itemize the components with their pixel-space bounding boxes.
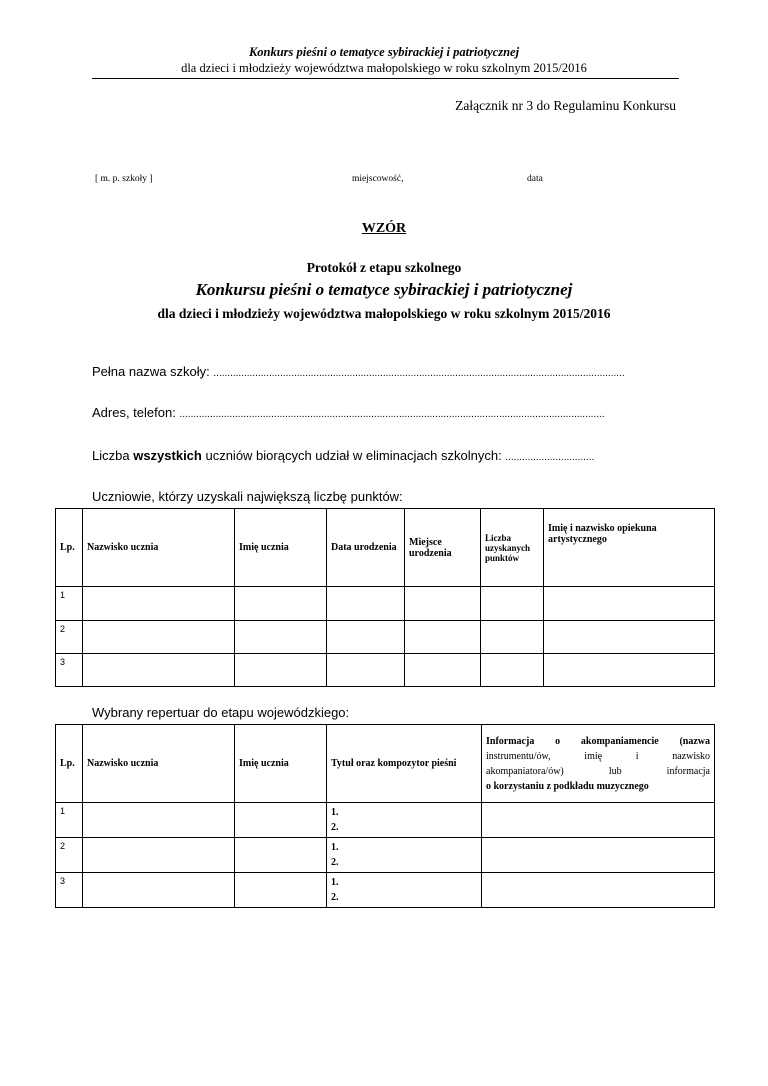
song-item-1: 1. bbox=[331, 842, 339, 853]
col-song-title: Tytuł oraz kompozytor pieśni bbox=[327, 725, 482, 803]
col-teacher: Imię i nazwisko opiekuna artystycznego bbox=[544, 509, 715, 587]
top-students-table bbox=[55, 508, 715, 687]
cell-birth-place[interactable] bbox=[405, 654, 481, 687]
address-field[interactable] bbox=[92, 405, 605, 420]
cell-name[interactable] bbox=[235, 654, 327, 687]
school-name-field[interactable] bbox=[92, 364, 625, 379]
address-dots: ......................................................................................................................................................... bbox=[179, 409, 605, 420]
cell-surname[interactable] bbox=[83, 838, 235, 873]
cell-accompaniment[interactable] bbox=[482, 803, 715, 838]
audience-line: dla dzieci i młodzieży województwa małopolskiego w roku szkolnym 2015/2016 bbox=[157, 306, 611, 321]
cell-surname[interactable] bbox=[83, 873, 235, 908]
row-number: 2 bbox=[56, 621, 83, 654]
cell-birth-place[interactable] bbox=[405, 587, 481, 621]
table-row[interactable] bbox=[56, 803, 715, 838]
school-stamp-placeholder: [ m. p. szkoły ] bbox=[95, 174, 153, 184]
cell-song-list[interactable] bbox=[327, 803, 482, 838]
cell-birth-date[interactable] bbox=[327, 587, 405, 621]
col-accompaniment-info bbox=[482, 725, 715, 803]
table-row[interactable] bbox=[56, 587, 715, 621]
count-label-post: uczniów biorących udział w eliminacjach szkolnych: bbox=[201, 448, 502, 463]
cell-song-list[interactable] bbox=[327, 873, 482, 908]
cell-points[interactable] bbox=[481, 587, 544, 621]
city-placeholder: miejscowość, bbox=[352, 174, 404, 184]
cell-teacher[interactable] bbox=[544, 654, 715, 687]
repertoire-heading: Wybrany repertuar do etapu wojewódzkiego: bbox=[92, 705, 350, 720]
count-dots: ................................ bbox=[505, 452, 595, 463]
song-item-2: 2. bbox=[331, 857, 339, 868]
school-name-label: Pełna nazwa szkoły: bbox=[92, 364, 210, 379]
info-line-2: instrumentu/ów, imię i nazwisko bbox=[486, 750, 710, 762]
table-row[interactable] bbox=[56, 838, 715, 873]
row-number: 2 bbox=[56, 838, 83, 873]
col-name: Imię ucznia bbox=[235, 509, 327, 587]
col-birth-place: Miejsce urodzenia bbox=[405, 509, 481, 587]
cell-name[interactable] bbox=[235, 873, 327, 908]
cell-accompaniment[interactable] bbox=[482, 873, 715, 908]
info-line-1: Informacja o akompaniamencie (nazwa bbox=[486, 735, 710, 747]
song-item-2: 2. bbox=[331, 822, 339, 833]
header-divider bbox=[92, 78, 679, 79]
row-number: 3 bbox=[56, 873, 83, 908]
students-heading: Uczniowie, którzy uzyskali największą liczbę punktów: bbox=[92, 489, 403, 504]
cell-name[interactable] bbox=[235, 621, 327, 654]
info-line-4: o korzystaniu z podkładu muzycznego bbox=[486, 780, 649, 792]
participants-count-field[interactable] bbox=[92, 448, 594, 463]
cell-teacher[interactable] bbox=[544, 621, 715, 654]
header-title: Konkurs pieśni o tematyce sybirackiej i patriotycznej bbox=[248, 45, 520, 59]
cell-points[interactable] bbox=[481, 654, 544, 687]
count-label-pre: Liczba bbox=[92, 448, 134, 463]
date-placeholder: data bbox=[527, 174, 543, 184]
col-surname: Nazwisko ucznia bbox=[83, 509, 235, 587]
song-item-1: 1. bbox=[331, 877, 339, 888]
protocol-title: Protokół z etapu szkolnego bbox=[306, 260, 462, 275]
cell-birth-date[interactable] bbox=[327, 621, 405, 654]
cell-accompaniment[interactable] bbox=[482, 838, 715, 873]
repertoire-table bbox=[55, 724, 715, 908]
song-item-2: 2. bbox=[331, 892, 339, 903]
table-row[interactable] bbox=[56, 621, 715, 654]
cell-surname[interactable] bbox=[83, 587, 235, 621]
row-number: 1 bbox=[56, 803, 83, 838]
row-number: 3 bbox=[56, 654, 83, 687]
contest-title: Konkursu pieśni o tematyce sybirackiej i patriotycznej bbox=[195, 280, 573, 299]
cell-name[interactable] bbox=[235, 803, 327, 838]
col-surname: Nazwisko ucznia bbox=[83, 725, 235, 803]
school-name-dots: .................................................................................................................................................... bbox=[213, 368, 625, 379]
count-label-bold: wszystkich bbox=[133, 448, 202, 463]
cell-teacher[interactable] bbox=[544, 587, 715, 621]
header-subtitle: dla dzieci i młodzieży województwa małopolskiego w roku szkolnym 2015/2016 bbox=[181, 61, 587, 75]
table-row[interactable] bbox=[56, 654, 715, 687]
table-header-row bbox=[56, 509, 715, 587]
cell-surname[interactable] bbox=[83, 621, 235, 654]
annex-label: Załącznik nr 3 do Regulaminu Konkursu bbox=[455, 98, 676, 113]
table-header-row bbox=[56, 725, 715, 803]
cell-birth-date[interactable] bbox=[327, 654, 405, 687]
info-line-3: akompaniatora/ów) lub informacja bbox=[486, 765, 710, 777]
song-item-1: 1. bbox=[331, 807, 339, 818]
cell-song-list[interactable] bbox=[327, 838, 482, 873]
col-birth-date: Data urodzenia bbox=[327, 509, 405, 587]
col-lp: Lp. bbox=[56, 509, 83, 587]
template-heading: WZÓR bbox=[361, 221, 407, 236]
cell-name[interactable] bbox=[235, 587, 327, 621]
col-lp: Lp. bbox=[56, 725, 83, 803]
cell-points[interactable] bbox=[481, 621, 544, 654]
cell-name[interactable] bbox=[235, 838, 327, 873]
col-points: Liczba uzyskanych punktów bbox=[481, 509, 544, 587]
row-number: 1 bbox=[56, 587, 83, 621]
cell-surname[interactable] bbox=[83, 803, 235, 838]
table-row[interactable] bbox=[56, 873, 715, 908]
cell-birth-place[interactable] bbox=[405, 621, 481, 654]
col-name: Imię ucznia bbox=[235, 725, 327, 803]
address-label: Adres, telefon: bbox=[92, 405, 176, 420]
cell-surname[interactable] bbox=[83, 654, 235, 687]
